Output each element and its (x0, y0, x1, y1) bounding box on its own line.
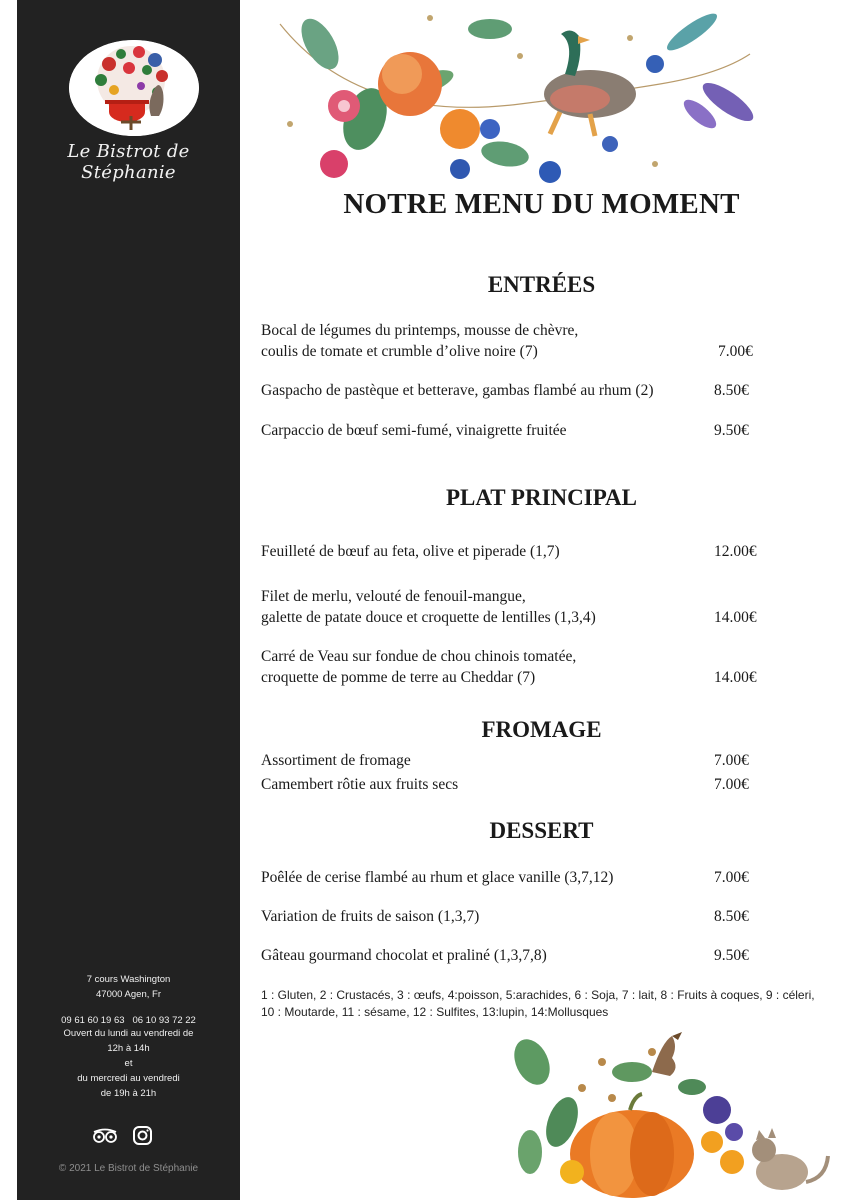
menu-item-price: 9.50€ (714, 947, 749, 964)
menu-page (240, 0, 849, 1200)
menu-item-line: Bocal de légumes du printemps, mousse de chèvre, (261, 322, 579, 339)
menu-item-line: croquette de pomme de terre au Cheddar (7) (261, 669, 536, 686)
menu-item-price: 14.00€ (714, 609, 757, 626)
allergen-legend: 1 : Gluten, 2 : Crustacés, 3 : œufs, 4:poisson, 5:arachides, 6 : Soja, 7 : lait, 8 : Fruits à coques, 9 : céleri, 10 : Moutarde, 11 : sésame, 12 : Sulfites, 13:lupin, 14:Mollusques (261, 988, 815, 1019)
opening-hours-3: et (124, 1058, 133, 1069)
menu-item-price: 8.50€ (714, 382, 749, 399)
menu-item-dessert-2 (261, 906, 761, 927)
social-links (91, 1124, 167, 1148)
menu-item-plat-2 (261, 586, 761, 628)
menu-item-price: 8.50€ (714, 908, 749, 925)
menu-item-line: Carré de Veau sur fondue de chou chinois tomatée, (261, 648, 577, 665)
menu-item-line: Poêlée de cerise flambé au rhum et glace vanille (3,7,12) (261, 869, 614, 886)
section-title-dessert: DESSERT (489, 818, 594, 843)
menu-item-line: Variation de fruits de saison (1,3,7) (261, 908, 480, 925)
menu-item-price: 9.50€ (714, 422, 749, 439)
menu-item-line: coulis de tomate et crumble d’olive noire (7) (261, 343, 538, 360)
menu-item-plat-1 (261, 541, 761, 562)
autumn-illustration-bottom (502, 1032, 832, 1200)
address-line-1: 7 cours Washington (86, 974, 171, 985)
menu-item-line: Camembert rôtie aux fruits secs (261, 776, 459, 793)
section-title-entrees: ENTRÉES (487, 272, 596, 297)
menu-item-fromage-1 (261, 750, 761, 771)
menu-item-price: 7.00€ (714, 752, 749, 769)
sidebar (17, 0, 240, 1200)
menu-item-dessert-1 (261, 867, 761, 888)
address-line-2: 47000 Agen, Fr (96, 989, 161, 1000)
menu-item-line: Carpaccio de bœuf semi-fumé, vinaigrette fruitée (261, 422, 567, 439)
menu-item-price: 12.00€ (714, 543, 757, 560)
opening-hours-1: Ouvert du lundi au vendredi de (63, 1028, 194, 1039)
opening-hours-5: de 19h à 21h (100, 1088, 157, 1099)
menu-item-line: Gaspacho de pastèque et betterave, gambas flambé au rhum (2) (261, 382, 654, 399)
menu-title: NOTRE MENU DU MOMENT (343, 188, 740, 220)
menu-item-entree-2 (261, 380, 761, 401)
menu-item-price: 7.00€ (714, 776, 749, 793)
menu-item-line: Filet de merlu, velouté de fenouil-mangue, (261, 588, 526, 605)
menu-item-entree-1 (261, 320, 761, 362)
menu-item-dessert-3 (261, 945, 761, 966)
menu-item-price: 7.00€ (718, 343, 753, 360)
contact-info (17, 972, 240, 1101)
copyright: © 2021 Le Bistrot de Stéphanie (58, 1163, 199, 1174)
instagram-icon[interactable] (134, 1127, 151, 1144)
phone-numbers[interactable]: 09 61 60 19 63 06 10 93 72 22 (61, 1015, 196, 1026)
menu-item-entree-3 (261, 420, 761, 441)
menu-item-fromage-2 (261, 774, 761, 795)
logo-illustration (69, 40, 199, 136)
opening-hours-4: du mercredi au vendredi (77, 1073, 180, 1084)
floral-illustration-top (260, 4, 760, 190)
menu-item-plat-3 (261, 646, 761, 688)
section-title-plat-principal: PLAT PRINCIPAL (445, 485, 638, 510)
menu-item-line: Gâteau gourmand chocolat et praliné (1,3,7,8) (261, 947, 547, 964)
menu-item-price: 14.00€ (714, 669, 757, 686)
menu-item-line: Feuilleté de bœuf au feta, olive et piperade (1,7) (261, 543, 560, 560)
restaurant-logo[interactable] (69, 40, 199, 136)
section-title-fromage: FROMAGE (481, 717, 602, 742)
menu-item-price: 7.00€ (714, 869, 749, 886)
menu-item-line: Assortiment de fromage (261, 752, 411, 769)
tripadvisor-icon[interactable] (94, 1130, 116, 1143)
restaurant-name: Le Bistrot de Stéphanie (67, 141, 190, 183)
menu-item-line: galette de patate douce et croquette de lentilles (1,3,4) (261, 609, 596, 626)
opening-hours-2: 12h à 14h (107, 1043, 150, 1054)
